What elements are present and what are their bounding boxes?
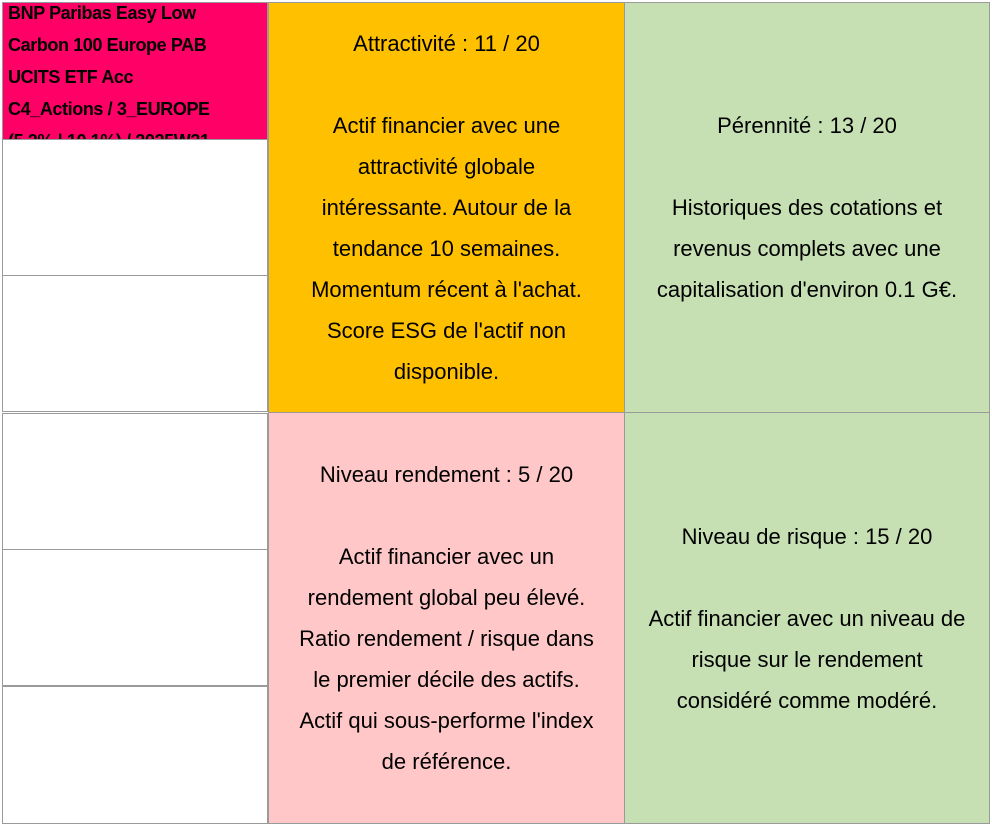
empty-cell: [2, 139, 268, 276]
asset-header-line: Carbon 100 Europe PAB: [8, 35, 207, 55]
attractivite-line: Actif financier avec une: [332, 113, 561, 138]
risque-cell: [624, 412, 990, 824]
empty-cell: [2, 413, 268, 550]
attractivite-line: intéressante. Autour de la: [321, 195, 572, 220]
risque-title: Niveau de risque : 15 / 20: [681, 523, 933, 549]
empty-cell: [2, 686, 268, 824]
perennite-line: revenus complets avec une: [673, 236, 941, 261]
attractivite-cell: [268, 2, 625, 413]
rendement-title: Niveau rendement : 5 / 20: [319, 462, 574, 487]
rendement-line: de référence.: [381, 749, 512, 774]
attractivite-description: [311, 105, 582, 392]
rendement-line: le premier décile des actifs.: [313, 667, 580, 692]
perennite-description: [657, 187, 957, 310]
asset-header-line: BNP Paribas Easy Low: [8, 3, 196, 23]
attractivite-title: Attractivité : 11 / 20: [353, 31, 540, 56]
asset-header-cell: [2, 2, 268, 140]
asset-header-line: C4_Actions / 3_EUROPE: [8, 99, 210, 119]
asset-header-text: [8, 0, 263, 157]
rendement-description: [299, 536, 594, 782]
rendement-line: Actif qui sous-performe l'index: [299, 708, 594, 733]
empty-cell: [2, 549, 268, 686]
perennite-title: Pérennité : 13 / 20: [717, 113, 897, 138]
rendement-line: Ratio rendement / risque dans: [299, 626, 594, 651]
rendement-line: rendement global peu élevé.: [307, 585, 586, 610]
risque-line: Actif financier avec un niveau de: [648, 605, 966, 631]
attractivite-line: tendance 10 semaines.: [332, 236, 561, 261]
perennite-cell: [624, 2, 990, 413]
attractivite-line: disponible.: [393, 359, 500, 384]
empty-cell: [2, 275, 268, 412]
risque-line: risque sur le rendement: [691, 646, 923, 672]
perennite-line: capitalisation d'environ 0.1 G€.: [656, 277, 958, 302]
attractivite-line: Momentum récent à l'achat.: [311, 277, 582, 302]
risque-line: considéré comme modéré.: [676, 687, 938, 713]
rendement-cell: [268, 412, 625, 824]
attractivite-line: Score ESG de l'actif non: [327, 318, 566, 343]
attractivite-line: attractivité globale: [357, 154, 536, 179]
perennite-line: Historiques des cotations et: [671, 195, 943, 220]
rendement-line: Actif financier avec un: [338, 544, 555, 569]
risque-description: [649, 598, 966, 721]
asset-header-line: UCITS ETF Acc: [8, 67, 134, 87]
